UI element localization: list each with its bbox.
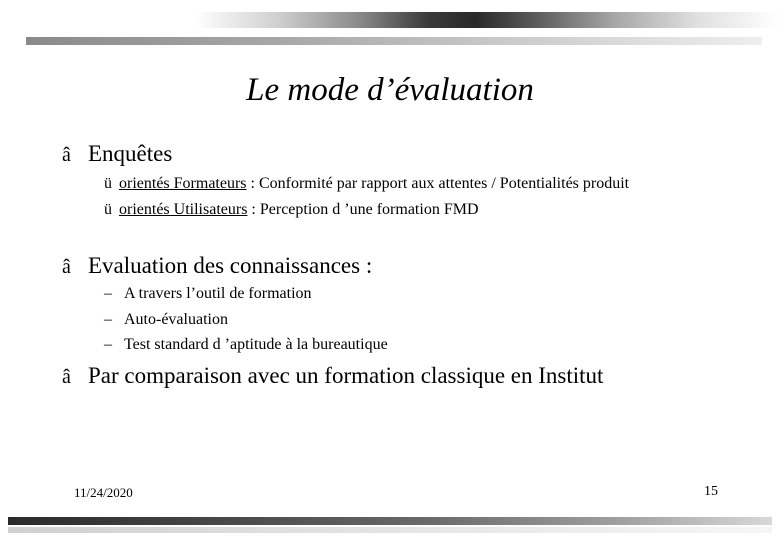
list-item <box>104 201 479 219</box>
footer-date: 11/24/2020 <box>74 485 133 500</box>
section-label: Enquêtes <box>88 141 173 166</box>
dash-bullet: – <box>104 311 112 328</box>
top-decorative-bar <box>195 12 780 28</box>
list-item <box>104 336 388 354</box>
checkmark-icon: ü <box>104 201 112 218</box>
item-text: Test standard d ’aptitude à la bureautique <box>124 336 388 353</box>
item-text: : Perception d ’une formation FMD <box>247 201 479 218</box>
arrow-bullet-icon: â <box>62 366 71 388</box>
section-enquetes <box>62 141 172 167</box>
dash-bullet: – <box>104 285 112 302</box>
item-underlined-text: orientés Utilisateurs <box>119 201 248 218</box>
item-underlined-text: orientés Formateurs <box>119 175 247 192</box>
section-evaluation <box>62 253 372 279</box>
bottom-decorative-bar <box>8 517 772 525</box>
arrow-bullet-icon: â <box>62 256 71 278</box>
page-number: 15 <box>704 484 718 499</box>
dash-bullet: – <box>104 336 112 353</box>
top-decorative-line <box>26 37 762 45</box>
checkmark-icon: ü <box>104 175 112 192</box>
arrow-bullet-icon: â <box>62 144 71 166</box>
list-item <box>104 311 228 329</box>
list-item <box>104 175 629 193</box>
section-label: Par comparaison avec un formation classique en Institut <box>88 363 604 388</box>
item-text: : Conformité par rapport aux attentes / Potentialités produit <box>246 175 630 192</box>
bottom-decorative-line <box>8 527 772 533</box>
item-text: Auto-évaluation <box>124 311 228 328</box>
list-item <box>104 285 312 303</box>
item-text: A travers l’outil de formation <box>124 285 312 302</box>
section-comparaison <box>62 363 603 389</box>
section-label: Evaluation des connaissances : <box>88 253 373 278</box>
slide-title: Le mode d’évaluation <box>246 72 534 108</box>
